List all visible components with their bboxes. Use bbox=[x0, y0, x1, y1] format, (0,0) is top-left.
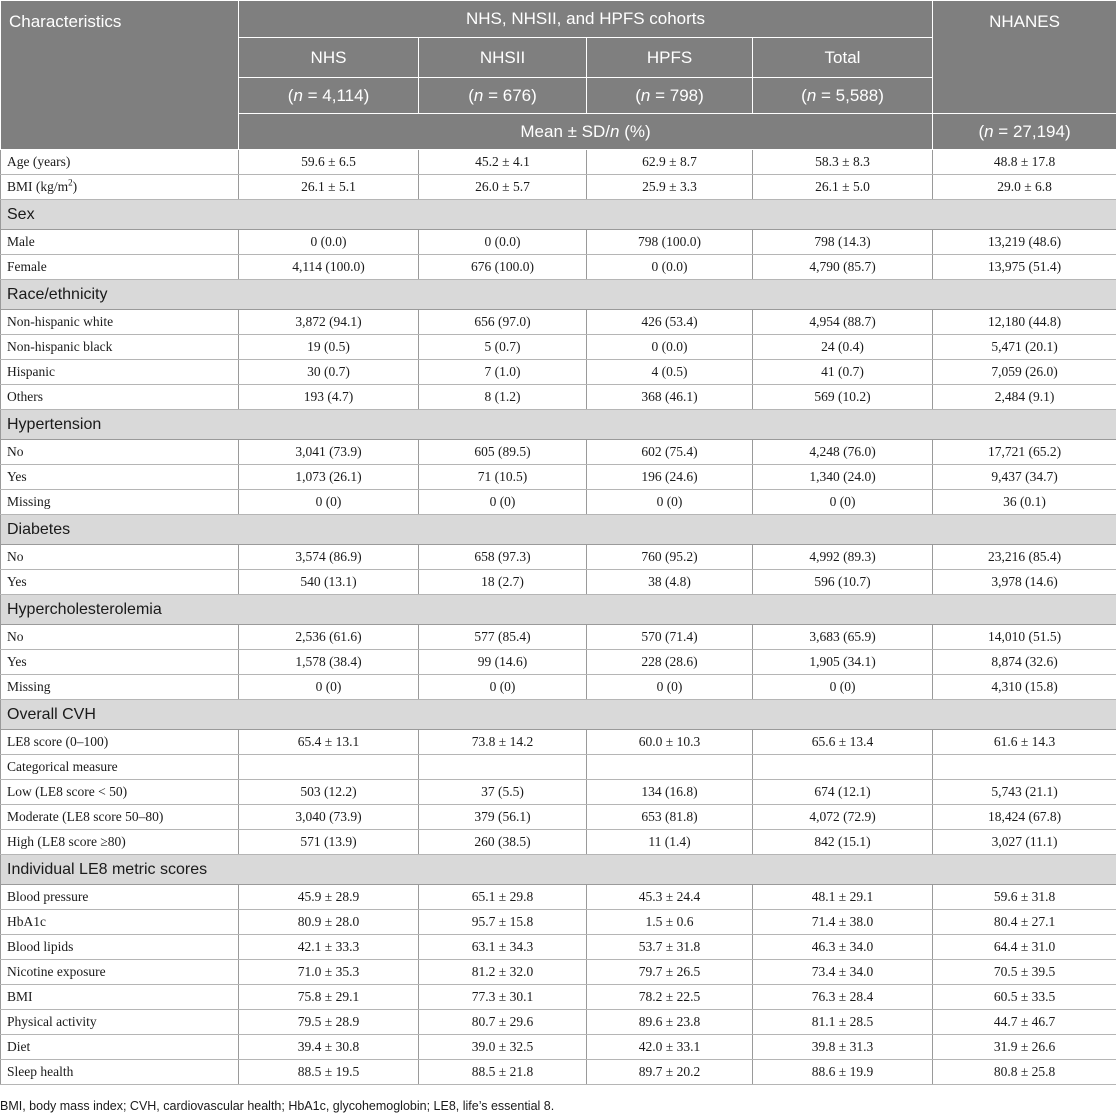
cell-nhanes: 80.8 ± 25.8 bbox=[933, 1060, 1116, 1085]
header-col-nhs: NHS bbox=[239, 38, 419, 78]
cell-nhanes: 18,424 (67.8) bbox=[933, 805, 1116, 830]
section-title: Individual LE8 metric scores bbox=[1, 855, 1116, 885]
row-label: HbA1c bbox=[1, 910, 239, 935]
cell-total: 24 (0.4) bbox=[753, 335, 933, 360]
cell-nhanes: 64.4 ± 31.0 bbox=[933, 935, 1116, 960]
table-row bbox=[1, 465, 1116, 490]
cell-hpfs: 426 (53.4) bbox=[587, 310, 753, 335]
table-body bbox=[1, 150, 1116, 1085]
row-label: Others bbox=[1, 385, 239, 410]
row-label: Age (years) bbox=[1, 150, 239, 175]
cell-total: 1,905 (34.1) bbox=[753, 650, 933, 675]
cell-nhanes: 3,027 (11.1) bbox=[933, 830, 1116, 855]
cell-nhs: 1,073 (26.1) bbox=[239, 465, 419, 490]
cell-nhsii: 656 (97.0) bbox=[419, 310, 587, 335]
cell-nhs: 65.4 ± 13.1 bbox=[239, 730, 419, 755]
cell-nhanes: 80.4 ± 27.1 bbox=[933, 910, 1116, 935]
header-col-total: Total bbox=[753, 38, 933, 78]
table-row bbox=[1, 440, 1116, 465]
cell-nhsii: 81.2 ± 32.0 bbox=[419, 960, 587, 985]
table-row bbox=[1, 755, 1116, 780]
header-characteristics: Characteristics bbox=[1, 1, 239, 150]
cell-nhsii: 18 (2.7) bbox=[419, 570, 587, 595]
cell-hpfs: 25.9 ± 3.3 bbox=[587, 175, 753, 200]
cell-nhsii: 39.0 ± 32.5 bbox=[419, 1035, 587, 1060]
row-label: Low (LE8 score < 50) bbox=[1, 780, 239, 805]
table-row bbox=[1, 230, 1116, 255]
table-row bbox=[1, 885, 1116, 910]
cell-nhsii: 605 (89.5) bbox=[419, 440, 587, 465]
cell-nhanes: 8,874 (32.6) bbox=[933, 650, 1116, 675]
cell-hpfs: 53.7 ± 31.8 bbox=[587, 935, 753, 960]
cell-hpfs: 1.5 ± 0.6 bbox=[587, 910, 753, 935]
row-label: Moderate (LE8 score 50–80) bbox=[1, 805, 239, 830]
cell-hpfs: 38 (4.8) bbox=[587, 570, 753, 595]
cell-total: 596 (10.7) bbox=[753, 570, 933, 595]
cell-hpfs: 62.9 ± 8.7 bbox=[587, 150, 753, 175]
cell-nhsii: 5 (0.7) bbox=[419, 335, 587, 360]
cell-nhsii: 63.1 ± 34.3 bbox=[419, 935, 587, 960]
cell-nhs: 0 (0) bbox=[239, 490, 419, 515]
cell-total: 4,954 (88.7) bbox=[753, 310, 933, 335]
cell-hpfs: 4 (0.5) bbox=[587, 360, 753, 385]
table-row bbox=[1, 780, 1116, 805]
cell-nhsii: 99 (14.6) bbox=[419, 650, 587, 675]
row-label: BMI bbox=[1, 985, 239, 1010]
cell-nhsii: 658 (97.3) bbox=[419, 545, 587, 570]
cell-nhs bbox=[239, 755, 419, 780]
header-n-nhs: (n = 4,114) bbox=[239, 78, 419, 114]
section-header-row bbox=[1, 200, 1116, 230]
table-row bbox=[1, 310, 1116, 335]
row-label: Categorical measure bbox=[1, 755, 239, 780]
row-label: Nicotine exposure bbox=[1, 960, 239, 985]
cell-total: 26.1 ± 5.0 bbox=[753, 175, 933, 200]
row-label: Physical activity bbox=[1, 1010, 239, 1035]
header-col-hpfs: HPFS bbox=[587, 38, 753, 78]
cell-total: 798 (14.3) bbox=[753, 230, 933, 255]
cell-hpfs: 196 (24.6) bbox=[587, 465, 753, 490]
cell-hpfs: 602 (75.4) bbox=[587, 440, 753, 465]
header-n-total: (n = 5,588) bbox=[753, 78, 933, 114]
section-header-row bbox=[1, 595, 1116, 625]
cell-hpfs: 45.3 ± 24.4 bbox=[587, 885, 753, 910]
cell-nhsii: 37 (5.5) bbox=[419, 780, 587, 805]
cell-nhs: 42.1 ± 33.3 bbox=[239, 935, 419, 960]
table-row bbox=[1, 490, 1116, 515]
cell-hpfs: 653 (81.8) bbox=[587, 805, 753, 830]
cell-nhs: 3,040 (73.9) bbox=[239, 805, 419, 830]
cell-total: 0 (0) bbox=[753, 675, 933, 700]
cell-hpfs: 60.0 ± 10.3 bbox=[587, 730, 753, 755]
cell-nhs: 80.9 ± 28.0 bbox=[239, 910, 419, 935]
section-header-row bbox=[1, 700, 1116, 730]
cell-nhanes: 17,721 (65.2) bbox=[933, 440, 1116, 465]
row-label: Non-hispanic black bbox=[1, 335, 239, 360]
cell-nhsii: 45.2 ± 4.1 bbox=[419, 150, 587, 175]
cell-total: 48.1 ± 29.1 bbox=[753, 885, 933, 910]
cell-nhanes: 5,743 (21.1) bbox=[933, 780, 1116, 805]
cell-nhs: 39.4 ± 30.8 bbox=[239, 1035, 419, 1060]
row-label: Female bbox=[1, 255, 239, 280]
section-header-row bbox=[1, 280, 1116, 310]
cell-nhs: 45.9 ± 28.9 bbox=[239, 885, 419, 910]
cell-nhsii: 71 (10.5) bbox=[419, 465, 587, 490]
cell-total: 569 (10.2) bbox=[753, 385, 933, 410]
header-n-hpfs: (n = 798) bbox=[587, 78, 753, 114]
section-title: Race/ethnicity bbox=[1, 280, 1116, 310]
section-header-row bbox=[1, 855, 1116, 885]
cell-nhsii: 7 (1.0) bbox=[419, 360, 587, 385]
row-label: No bbox=[1, 545, 239, 570]
cell-nhsii bbox=[419, 755, 587, 780]
cell-total: 4,992 (89.3) bbox=[753, 545, 933, 570]
cell-total: 3,683 (65.9) bbox=[753, 625, 933, 650]
cell-total bbox=[753, 755, 933, 780]
cell-nhsii: 0 (0) bbox=[419, 675, 587, 700]
cell-nhanes: 60.5 ± 33.5 bbox=[933, 985, 1116, 1010]
table-row bbox=[1, 1060, 1116, 1085]
cell-hpfs: 11 (1.4) bbox=[587, 830, 753, 855]
row-label: Hispanic bbox=[1, 360, 239, 385]
cell-nhsii: 80.7 ± 29.6 bbox=[419, 1010, 587, 1035]
cell-nhs: 2,536 (61.6) bbox=[239, 625, 419, 650]
header-n-nhsii: (n = 676) bbox=[419, 78, 587, 114]
cell-hpfs: 134 (16.8) bbox=[587, 780, 753, 805]
cell-nhsii: 260 (38.5) bbox=[419, 830, 587, 855]
table-row bbox=[1, 830, 1116, 855]
table-row bbox=[1, 385, 1116, 410]
table-row bbox=[1, 360, 1116, 385]
cell-total: 4,790 (85.7) bbox=[753, 255, 933, 280]
row-label: LE8 score (0–100) bbox=[1, 730, 239, 755]
cell-nhanes: 7,059 (26.0) bbox=[933, 360, 1116, 385]
table-row bbox=[1, 675, 1116, 700]
table-row bbox=[1, 545, 1116, 570]
cell-hpfs: 228 (28.6) bbox=[587, 650, 753, 675]
cell-nhs: 79.5 ± 28.9 bbox=[239, 1010, 419, 1035]
cell-total: 71.4 ± 38.0 bbox=[753, 910, 933, 935]
section-title: Hypercholesterolemia bbox=[1, 595, 1116, 625]
cell-nhs: 0 (0) bbox=[239, 675, 419, 700]
cell-total: 65.6 ± 13.4 bbox=[753, 730, 933, 755]
section-title: Diabetes bbox=[1, 515, 1116, 545]
cell-total: 842 (15.1) bbox=[753, 830, 933, 855]
row-label: Male bbox=[1, 230, 239, 255]
cell-nhsii: 8 (1.2) bbox=[419, 385, 587, 410]
cell-total: 76.3 ± 28.4 bbox=[753, 985, 933, 1010]
cell-nhanes: 13,219 (48.6) bbox=[933, 230, 1116, 255]
cell-nhsii: 0 (0) bbox=[419, 490, 587, 515]
table-row bbox=[1, 960, 1116, 985]
cell-nhs: 3,041 (73.9) bbox=[239, 440, 419, 465]
cell-nhsii: 676 (100.0) bbox=[419, 255, 587, 280]
cell-total: 58.3 ± 8.3 bbox=[753, 150, 933, 175]
table-row bbox=[1, 150, 1116, 175]
cell-nhs: 19 (0.5) bbox=[239, 335, 419, 360]
cell-nhsii: 88.5 ± 21.8 bbox=[419, 1060, 587, 1085]
table-header bbox=[1, 1, 1116, 150]
row-label: Sleep health bbox=[1, 1060, 239, 1085]
table-row bbox=[1, 730, 1116, 755]
table-footnote: BMI, body mass index; CVH, cardiovascular health; HbA1c, glycohemoglobin; LE8, life’s essential 8. bbox=[0, 1099, 555, 1113]
row-label: Yes bbox=[1, 465, 239, 490]
cell-nhanes: 59.6 ± 31.8 bbox=[933, 885, 1116, 910]
cell-nhanes bbox=[933, 755, 1116, 780]
table-row bbox=[1, 625, 1116, 650]
cell-hpfs: 89.7 ± 20.2 bbox=[587, 1060, 753, 1085]
cell-nhsii: 26.0 ± 5.7 bbox=[419, 175, 587, 200]
cell-nhanes: 61.6 ± 14.3 bbox=[933, 730, 1116, 755]
cell-hpfs: 42.0 ± 33.1 bbox=[587, 1035, 753, 1060]
table-row bbox=[1, 570, 1116, 595]
cell-hpfs: 79.7 ± 26.5 bbox=[587, 960, 753, 985]
row-label: Yes bbox=[1, 650, 239, 675]
cell-nhs: 30 (0.7) bbox=[239, 360, 419, 385]
table-row bbox=[1, 935, 1116, 960]
cell-hpfs: 368 (46.1) bbox=[587, 385, 753, 410]
header-cohorts-group: NHS, NHSII, and HPFS cohorts bbox=[239, 1, 933, 38]
table-row bbox=[1, 175, 1116, 200]
cell-nhs: 193 (4.7) bbox=[239, 385, 419, 410]
table-row bbox=[1, 335, 1116, 360]
cell-hpfs: 798 (100.0) bbox=[587, 230, 753, 255]
table-row bbox=[1, 805, 1116, 830]
table-row bbox=[1, 255, 1116, 280]
cell-nhanes: 13,975 (51.4) bbox=[933, 255, 1116, 280]
table-row bbox=[1, 1035, 1116, 1060]
header-col-nhsii: NHSII bbox=[419, 38, 587, 78]
row-label: No bbox=[1, 625, 239, 650]
cell-nhs: 4,114 (100.0) bbox=[239, 255, 419, 280]
cell-hpfs bbox=[587, 755, 753, 780]
cell-nhsii: 577 (85.4) bbox=[419, 625, 587, 650]
cell-nhsii: 65.1 ± 29.8 bbox=[419, 885, 587, 910]
cell-total: 41 (0.7) bbox=[753, 360, 933, 385]
cell-hpfs: 0 (0) bbox=[587, 490, 753, 515]
cell-nhanes: 2,484 (9.1) bbox=[933, 385, 1116, 410]
cell-hpfs: 0 (0) bbox=[587, 675, 753, 700]
cell-nhs: 59.6 ± 6.5 bbox=[239, 150, 419, 175]
cell-nhanes: 31.9 ± 26.6 bbox=[933, 1035, 1116, 1060]
cell-nhanes: 48.8 ± 17.8 bbox=[933, 150, 1116, 175]
cell-total: 81.1 ± 28.5 bbox=[753, 1010, 933, 1035]
cell-hpfs: 570 (71.4) bbox=[587, 625, 753, 650]
section-title: Overall CVH bbox=[1, 700, 1116, 730]
cell-total: 0 (0) bbox=[753, 490, 933, 515]
cell-nhs: 1,578 (38.4) bbox=[239, 650, 419, 675]
table-row bbox=[1, 1010, 1116, 1035]
cell-nhsii: 95.7 ± 15.8 bbox=[419, 910, 587, 935]
cell-nhanes: 14,010 (51.5) bbox=[933, 625, 1116, 650]
cell-nhs: 71.0 ± 35.3 bbox=[239, 960, 419, 985]
cell-nhsii: 379 (56.1) bbox=[419, 805, 587, 830]
row-label: Diet bbox=[1, 1035, 239, 1060]
section-header-row bbox=[1, 410, 1116, 440]
cell-nhs: 3,872 (94.1) bbox=[239, 310, 419, 335]
cell-total: 88.6 ± 19.9 bbox=[753, 1060, 933, 1085]
cell-nhs: 3,574 (86.9) bbox=[239, 545, 419, 570]
cell-hpfs: 0 (0.0) bbox=[587, 255, 753, 280]
cell-nhs: 571 (13.9) bbox=[239, 830, 419, 855]
header-nhanes: NHANES bbox=[933, 1, 1116, 114]
row-label: Missing bbox=[1, 675, 239, 700]
cell-nhsii: 77.3 ± 30.1 bbox=[419, 985, 587, 1010]
cell-hpfs: 89.6 ± 23.8 bbox=[587, 1010, 753, 1035]
table-row bbox=[1, 910, 1116, 935]
row-label: Non-hispanic white bbox=[1, 310, 239, 335]
row-label: Yes bbox=[1, 570, 239, 595]
row-label: Missing bbox=[1, 490, 239, 515]
cell-nhanes: 4,310 (15.8) bbox=[933, 675, 1116, 700]
cell-total: 4,248 (76.0) bbox=[753, 440, 933, 465]
cell-nhs: 0 (0.0) bbox=[239, 230, 419, 255]
cell-hpfs: 0 (0.0) bbox=[587, 335, 753, 360]
cell-nhanes: 70.5 ± 39.5 bbox=[933, 960, 1116, 985]
row-label: No bbox=[1, 440, 239, 465]
row-label: BMI $(kg/m^2)$ bbox=[1, 175, 239, 200]
row-label: High (LE8 score ≥80) bbox=[1, 830, 239, 855]
cell-nhs: 503 (12.2) bbox=[239, 780, 419, 805]
section-title: Hypertension bbox=[1, 410, 1116, 440]
section-header-row bbox=[1, 515, 1116, 545]
cell-nhs: 88.5 ± 19.5 bbox=[239, 1060, 419, 1085]
cell-total: 46.3 ± 34.0 bbox=[753, 935, 933, 960]
cell-total: 39.8 ± 31.3 bbox=[753, 1035, 933, 1060]
row-label: Blood pressure bbox=[1, 885, 239, 910]
cell-nhanes: 29.0 ± 6.8 bbox=[933, 175, 1116, 200]
cell-nhanes: 5,471 (20.1) bbox=[933, 335, 1116, 360]
cell-total: 73.4 ± 34.0 bbox=[753, 960, 933, 985]
section-title: Sex bbox=[1, 200, 1116, 230]
cell-nhanes: 9,437 (34.7) bbox=[933, 465, 1116, 490]
cell-nhs: 75.8 ± 29.1 bbox=[239, 985, 419, 1010]
cell-nhs: 26.1 ± 5.1 bbox=[239, 175, 419, 200]
cell-hpfs: 78.2 ± 22.5 bbox=[587, 985, 753, 1010]
cell-total: 4,072 (72.9) bbox=[753, 805, 933, 830]
cell-nhanes: 3,978 (14.6) bbox=[933, 570, 1116, 595]
cell-nhanes: 23,216 (85.4) bbox=[933, 545, 1116, 570]
cell-nhs: 540 (13.1) bbox=[239, 570, 419, 595]
cell-hpfs: 760 (95.2) bbox=[587, 545, 753, 570]
row-label: Blood lipids bbox=[1, 935, 239, 960]
cell-total: 674 (12.1) bbox=[753, 780, 933, 805]
cell-nhanes: 44.7 ± 46.7 bbox=[933, 1010, 1116, 1035]
table-row bbox=[1, 985, 1116, 1010]
cell-nhsii: 73.8 ± 14.2 bbox=[419, 730, 587, 755]
cell-nhanes: 12,180 (44.8) bbox=[933, 310, 1116, 335]
header-unit: Mean ± SD/n (%) bbox=[239, 114, 933, 150]
cell-nhsii: 0 (0.0) bbox=[419, 230, 587, 255]
cell-total: 1,340 (24.0) bbox=[753, 465, 933, 490]
header-n-nhanes: (n = 27,194) bbox=[933, 114, 1116, 150]
table-row bbox=[1, 650, 1116, 675]
cell-nhanes: 36 (0.1) bbox=[933, 490, 1116, 515]
